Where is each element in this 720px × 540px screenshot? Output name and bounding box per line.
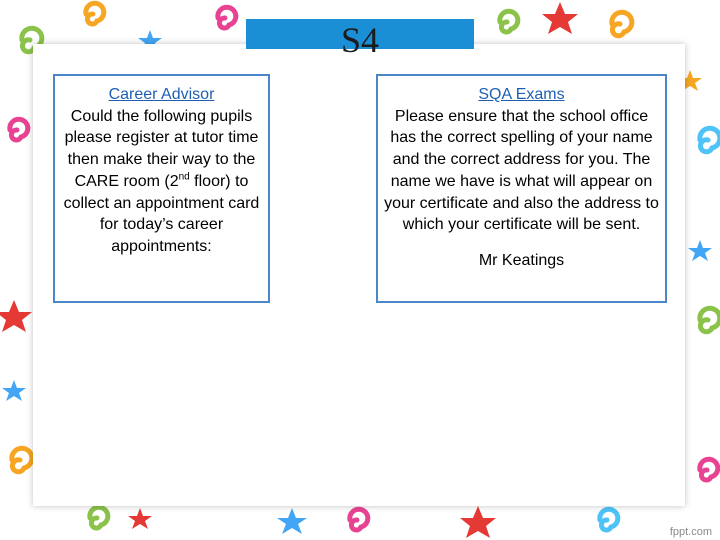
swirl-icon [700,128,720,152]
swirl-icon [218,7,236,28]
swirl-icon [700,459,718,480]
signature: Mr Keatings [478,251,565,269]
star-icon [128,508,152,529]
swirl-icon [350,509,368,530]
career-advisor-body-end: floor) to collect an appointment card for today’s career appointments: [63,172,260,255]
star-icon [2,380,26,401]
star-icon [277,508,307,534]
slide-title: S4 [340,20,380,60]
career-advisor-box [53,74,270,303]
swirl-icon [500,11,518,32]
sqa-exams-box [376,74,667,303]
swirl-icon [10,119,28,140]
career-advisor-body [59,106,264,258]
swirl-icon [612,12,632,36]
star-icon [688,240,712,261]
star-icon [0,300,32,332]
sqa-exams-body: Please ensure that the school office has the correct spelling of your name and the correct address for you. The name we have is what will appear on your certificate and also the address to which your certificate will be sent. [384,107,659,234]
watermark: fppt.com [669,526,712,538]
star-icon [542,2,578,34]
sqa-exams-heading: SQA Exams [478,86,565,103]
swirl-icon [86,3,104,24]
swirl-icon [12,448,32,472]
career-advisor-body-start: Could the following pupils please register at tutor time then make their way to the CARE room (2 [64,107,259,190]
swirl-icon [600,509,618,530]
star-icon [460,506,496,538]
career-advisor-heading: Career Advisor [108,86,215,103]
ordinal-suffix: nd [178,171,190,183]
swirl-icon [90,507,108,528]
swirl-icon [700,308,720,332]
